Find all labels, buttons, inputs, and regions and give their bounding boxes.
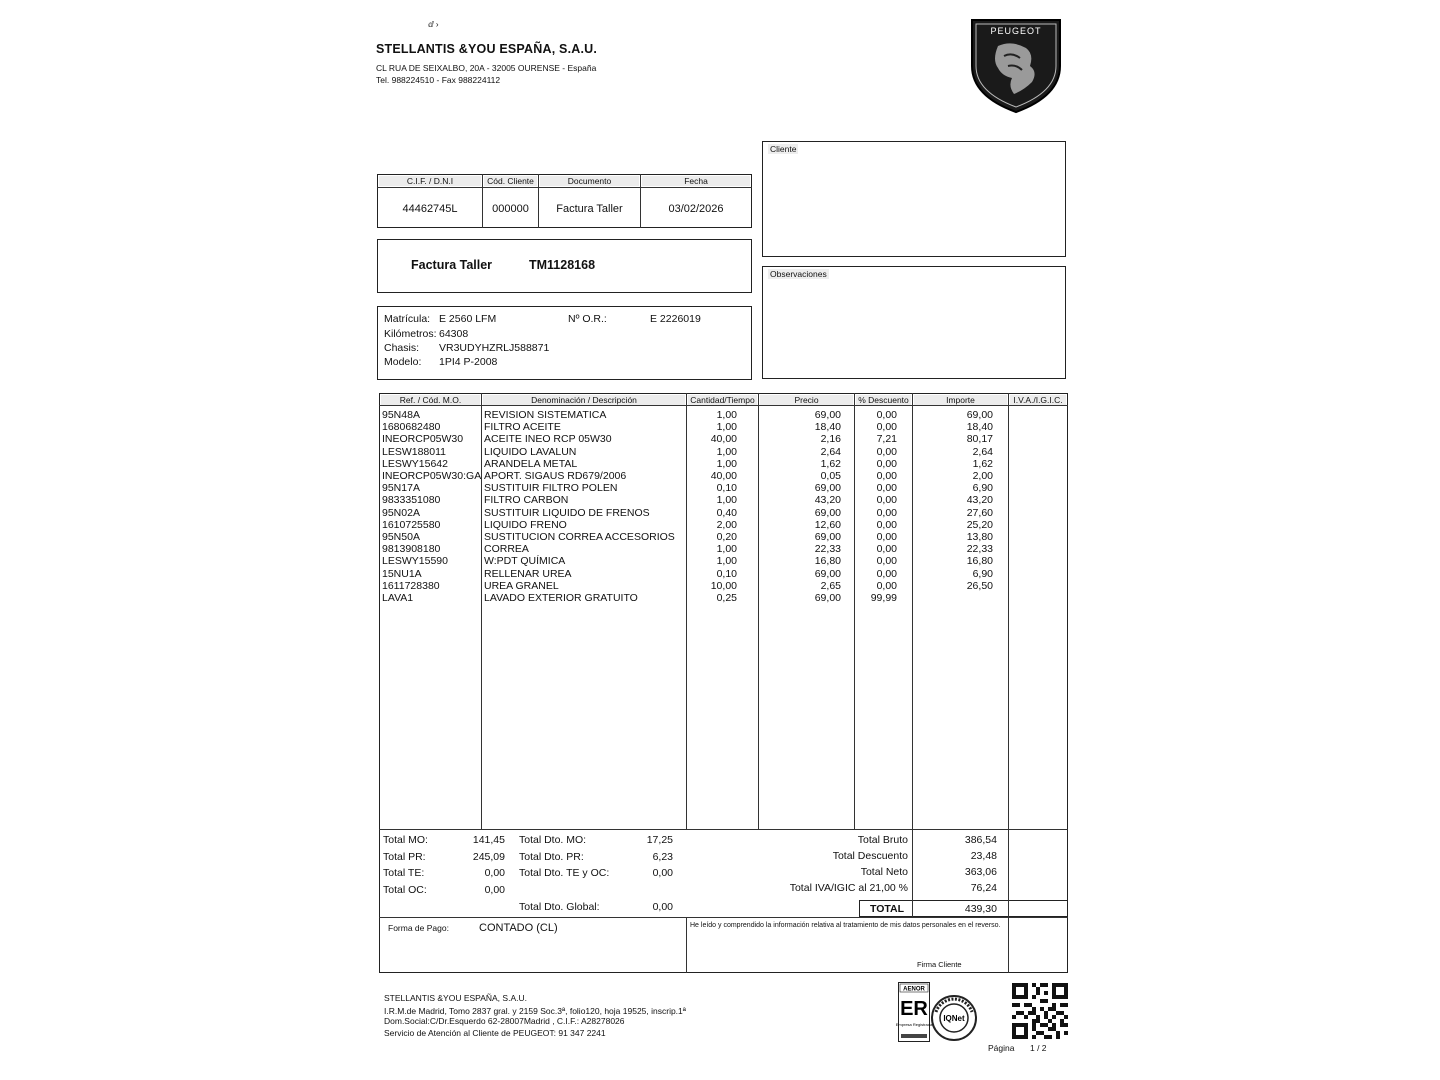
line-discount: 7,21 — [876, 433, 897, 446]
line-price: 69,00 — [814, 592, 841, 604]
line-amount: 18,40 — [966, 421, 993, 434]
line-price: 22,33 — [814, 543, 841, 556]
line-price: 2,16 — [820, 433, 841, 446]
line-ref: 1610725580 — [382, 518, 441, 531]
line-price: 2,64 — [820, 445, 841, 458]
line-amount: 2,64 — [972, 445, 993, 458]
total-descuento-label: Total Descuento — [832, 850, 908, 862]
total-oc-label: Total OC: — [383, 884, 427, 896]
line-desc: APORT. SIGAUS RD679/2006 — [484, 470, 627, 482]
table-row — [380, 446, 1068, 458]
line-qty: 0,10 — [716, 482, 737, 495]
total-bruto-label: Total Bruto — [857, 834, 908, 846]
aenor-er-seal — [895, 982, 933, 1042]
documento-header: Documento — [540, 176, 639, 186]
line-desc: FILTRO ACEITE — [484, 421, 561, 434]
page-number: 1 / 2 — [1030, 1043, 1047, 1053]
invoice-label: Factura Taller — [411, 258, 493, 272]
line-qty: 1,00 — [716, 555, 737, 568]
line-desc: LIQUIDO LAVALUN — [484, 445, 577, 458]
er-caption: Empresa Registrada — [895, 1022, 933, 1027]
line-qty: 0,20 — [716, 531, 737, 543]
total-mo-label: Total MO: — [383, 834, 428, 846]
table-row — [380, 555, 1068, 567]
col-dto-header: % Descuento — [856, 395, 911, 405]
line-amount: 25,20 — [966, 518, 993, 531]
line-qty: 1,00 — [716, 457, 737, 470]
line-amount: 43,20 — [966, 494, 993, 507]
line-price: 69,00 — [814, 531, 841, 543]
line-ref: 95N48A — [382, 409, 420, 421]
line-discount: 0,00 — [876, 482, 897, 495]
total-dto-pr-label: Total Dto. PR: — [519, 851, 584, 863]
table-row — [380, 580, 1068, 592]
cod-cliente-value: 000000 — [492, 203, 529, 215]
total-neto-label: Total Neto — [860, 866, 908, 878]
line-price: 16,80 — [814, 555, 841, 568]
table-row — [380, 507, 1068, 519]
total-dto-pr-value: 6,23 — [652, 851, 673, 863]
iqnet-seal — [930, 994, 978, 1042]
total-value: 439,30 — [964, 903, 997, 915]
footer-service: Servicio de Atención al Cliente de PEUGEOT: 91 347 2241 — [384, 1028, 606, 1038]
total-mo-value: 141,45 — [472, 834, 505, 846]
modelo-value: 1PI4 P-2008 — [439, 356, 498, 368]
cif-header: C.I.F. / D.N.I — [379, 176, 481, 186]
firma-cliente: Firma Cliente — [917, 960, 962, 969]
line-price: 0,05 — [820, 470, 841, 482]
cliente-label: Cliente — [770, 144, 797, 154]
or-value: E 2226019 — [650, 313, 701, 325]
payment-label: Forma de Pago: — [388, 923, 449, 933]
line-qty: 1,00 — [716, 543, 737, 556]
matricula-value: E 2560 LFM — [439, 313, 497, 325]
footer-domicile: Dom.Social:C/Dr.Esquerdo 62-28007Madrid , C.I.F.: A28278026 — [384, 1016, 625, 1026]
chasis-value: VR3UDYHZRLJ588871 — [439, 342, 550, 354]
line-ref: LESWY15642 — [382, 457, 448, 470]
cod-cliente-header: Cód. Cliente — [484, 176, 537, 186]
line-price: 1,62 — [820, 457, 841, 470]
line-discount: 0,00 — [876, 421, 897, 434]
total-bruto-value: 386,54 — [964, 834, 997, 846]
line-desc: LIQUIDO FRENO — [484, 518, 567, 531]
line-ref: 15NU1A — [382, 567, 422, 580]
line-price: 18,40 — [814, 421, 841, 434]
line-amount: 6,90 — [972, 482, 993, 495]
line-ref: LESWY15590 — [382, 555, 448, 568]
total-iva-label: Total IVA/IGIC al 21,00 % — [789, 882, 908, 894]
line-qty: 40,00 — [710, 433, 737, 446]
observaciones-label: Observaciones — [770, 269, 827, 279]
line-desc: LAVADO EXTERIOR GRATUITO — [484, 592, 638, 604]
line-price: 43,20 — [814, 494, 841, 507]
qr-code — [1012, 983, 1068, 1039]
line-discount: 0,00 — [876, 579, 897, 592]
modelo-label: Modelo: — [384, 356, 422, 368]
table-row — [380, 458, 1068, 470]
line-desc: W:PDT QUÍMICA — [484, 555, 566, 568]
line-discount: 0,00 — [876, 518, 897, 531]
line-discount: 0,00 — [876, 567, 897, 580]
company-address: CL RUA DE SEIXALBO, 20A - 32005 OURENSE - España — [376, 63, 597, 73]
line-ref: INEORCP05W30:GA — [382, 470, 482, 482]
footer-company: STELLANTIS &YOU ESPAÑA, S.A.U. — [384, 993, 527, 1003]
line-ref: LESW188011 — [382, 445, 447, 458]
line-discount: 0,00 — [876, 445, 897, 458]
line-desc: CORREA — [484, 543, 529, 556]
total-dto-te-label: Total Dto. TE y OC: — [519, 867, 610, 879]
line-qty: 1,00 — [716, 494, 737, 507]
km-value: 64308 — [439, 328, 469, 340]
line-amount: 69,00 — [966, 409, 993, 421]
line-price: 69,00 — [814, 506, 841, 519]
line-qty: 10,00 — [710, 579, 737, 592]
line-desc: SUSTITUIR LIQUIDO DE FRENOS — [484, 506, 650, 519]
total-label: TOTAL — [870, 903, 905, 915]
total-dto-global-value: 0,00 — [652, 901, 673, 913]
table-row — [380, 519, 1068, 531]
total-neto-value: 363,06 — [964, 866, 997, 878]
line-qty: 0,10 — [716, 567, 737, 580]
line-desc: REVISION SISTEMATICA — [484, 409, 607, 421]
line-discount: 0,00 — [876, 470, 897, 482]
table-row — [380, 421, 1068, 433]
line-discount: 0,00 — [876, 494, 897, 507]
line-ref: 1611728380 — [382, 579, 440, 592]
page-label: Página — [988, 1043, 1015, 1053]
line-desc: ARANDELA METAL — [484, 457, 578, 470]
line-discount: 0,00 — [876, 555, 897, 568]
col-desc-header: Denominación / Descripción — [483, 395, 685, 405]
line-ref: 9813908180 — [382, 543, 441, 556]
cif-value: 44462745L — [402, 203, 458, 215]
line-discount: 0,00 — [876, 457, 897, 470]
company-phone: Tel. 988224510 - Fax 988224112 — [376, 75, 501, 85]
line-discount: 99,99 — [870, 592, 897, 604]
line-ref: 95N50A — [382, 531, 420, 543]
table-row — [380, 543, 1068, 555]
line-price: 69,00 — [814, 409, 841, 421]
line-qty: 0,40 — [716, 506, 737, 519]
privacy-note: He leído y comprendido la información relativa al tratamiento de mis datos personales en el reverso. — [690, 922, 1001, 929]
line-desc: ACEITE INEO RCP 05W30 — [484, 433, 612, 446]
aenor-text: AENOR — [903, 986, 925, 993]
line-desc: FILTRO CARBON — [484, 494, 569, 507]
table-row — [380, 470, 1068, 482]
km-label: Kilómetros: — [384, 328, 437, 340]
table-row — [380, 409, 1068, 421]
line-ref: INEORCP05W30 — [382, 433, 464, 446]
line-qty: 1,00 — [716, 409, 737, 421]
line-price: 2,65 — [820, 579, 841, 592]
line-discount: 0,00 — [876, 506, 897, 519]
line-discount: 0,00 — [876, 409, 897, 421]
line-desc: UREA GRANEL — [484, 579, 559, 592]
fecha-header: Fecha — [642, 176, 750, 186]
total-dto-global-label: Total Dto. Global: — [519, 901, 600, 913]
total-pr-label: Total PR: — [383, 851, 426, 863]
line-desc: RELLENAR UREA — [484, 567, 572, 580]
line-amount: 1,62 — [972, 457, 993, 470]
table-row — [380, 433, 1068, 445]
iqnet-text: IQNet — [943, 1014, 965, 1023]
payment-value: CONTADO (CL) — [479, 922, 558, 934]
line-ref: 9833351080 — [382, 494, 441, 507]
total-oc-value: 0,00 — [484, 884, 505, 896]
line-amount: 80,17 — [966, 433, 993, 446]
invoice-number: TM1128168 — [529, 258, 596, 272]
line-ref: 1680682480 — [382, 421, 441, 434]
col-qty-header: Cantidad/Tiempo — [688, 395, 757, 405]
line-amount: 22,33 — [966, 543, 993, 556]
total-iva-value: 76,24 — [970, 882, 997, 894]
fecha-value: 03/02/2026 — [668, 203, 724, 215]
cliente-box — [762, 141, 1066, 257]
table-row — [380, 568, 1068, 580]
matricula-label: Matrícula: — [384, 313, 431, 325]
line-qty: 1,00 — [716, 445, 737, 458]
line-qty: 40,00 — [710, 470, 737, 482]
footer-registry: I.R.M.de Madrid, Tomo 2837 gral. y 2159 Soc.3ª, folio120, hoja 19525, inscrip.1ª — [384, 1006, 686, 1016]
col-ref-header: Ref. / Cód. M.O. — [381, 395, 480, 405]
line-qty: 1,00 — [716, 421, 737, 434]
col-price-header: Precio — [760, 395, 853, 405]
line-price: 69,00 — [814, 567, 841, 580]
line-qty: 2,00 — [716, 518, 737, 531]
line-desc: SUSTITUIR FILTRO POLEN — [484, 482, 618, 495]
line-discount: 0,00 — [876, 543, 897, 556]
line-amount: 16,80 — [966, 555, 993, 568]
line-ref: LAVA1 — [382, 592, 414, 604]
line-price: 69,00 — [814, 482, 841, 495]
chasis-label: Chasis: — [384, 342, 420, 354]
line-amount: 2,00 — [972, 470, 993, 482]
brand-text: PEUGEOT — [990, 26, 1042, 36]
line-amount: 13,80 — [966, 531, 993, 543]
total-dto-mo-value: 17,25 — [646, 834, 673, 846]
col-imp-header: Importe — [914, 395, 1007, 405]
line-price: 12,60 — [814, 518, 841, 531]
peugeot-logo — [968, 16, 1064, 114]
line-amount: 27,60 — [966, 506, 993, 519]
total-dto-mo-label: Total Dto. MO: — [519, 834, 587, 846]
table-row — [380, 482, 1068, 494]
total-pr-value: 245,09 — [472, 851, 505, 863]
line-qty: 0,25 — [716, 592, 737, 604]
scribble: ⅆ › — [428, 20, 439, 29]
line-discount: 0,00 — [876, 531, 897, 543]
total-te-label: Total TE: — [383, 867, 425, 879]
or-label: Nº O.R.: — [568, 313, 607, 325]
table-row — [380, 531, 1068, 543]
col-iva-header: I.V.A./I.G.I.C. — [1010, 395, 1066, 405]
total-te-value: 0,00 — [484, 867, 505, 879]
er-text: ER — [900, 998, 928, 1020]
line-amount: 6,90 — [972, 567, 993, 580]
total-descuento-value: 23,48 — [970, 850, 997, 862]
line-amount: 26,50 — [966, 579, 993, 592]
documento-value: Factura Taller — [556, 203, 623, 215]
company-name: STELLANTIS &YOU ESPAÑA, S.A.U. — [376, 42, 598, 56]
total-dto-te-value: 0,00 — [652, 867, 673, 879]
line-desc: SUSTITUCION CORREA ACCESORIOS — [484, 531, 675, 543]
line-ref: 95N02A — [382, 506, 420, 519]
line-ref: 95N17A — [382, 482, 420, 495]
table-row — [380, 494, 1068, 506]
table-row — [380, 592, 1068, 604]
observaciones-box — [762, 266, 1066, 379]
